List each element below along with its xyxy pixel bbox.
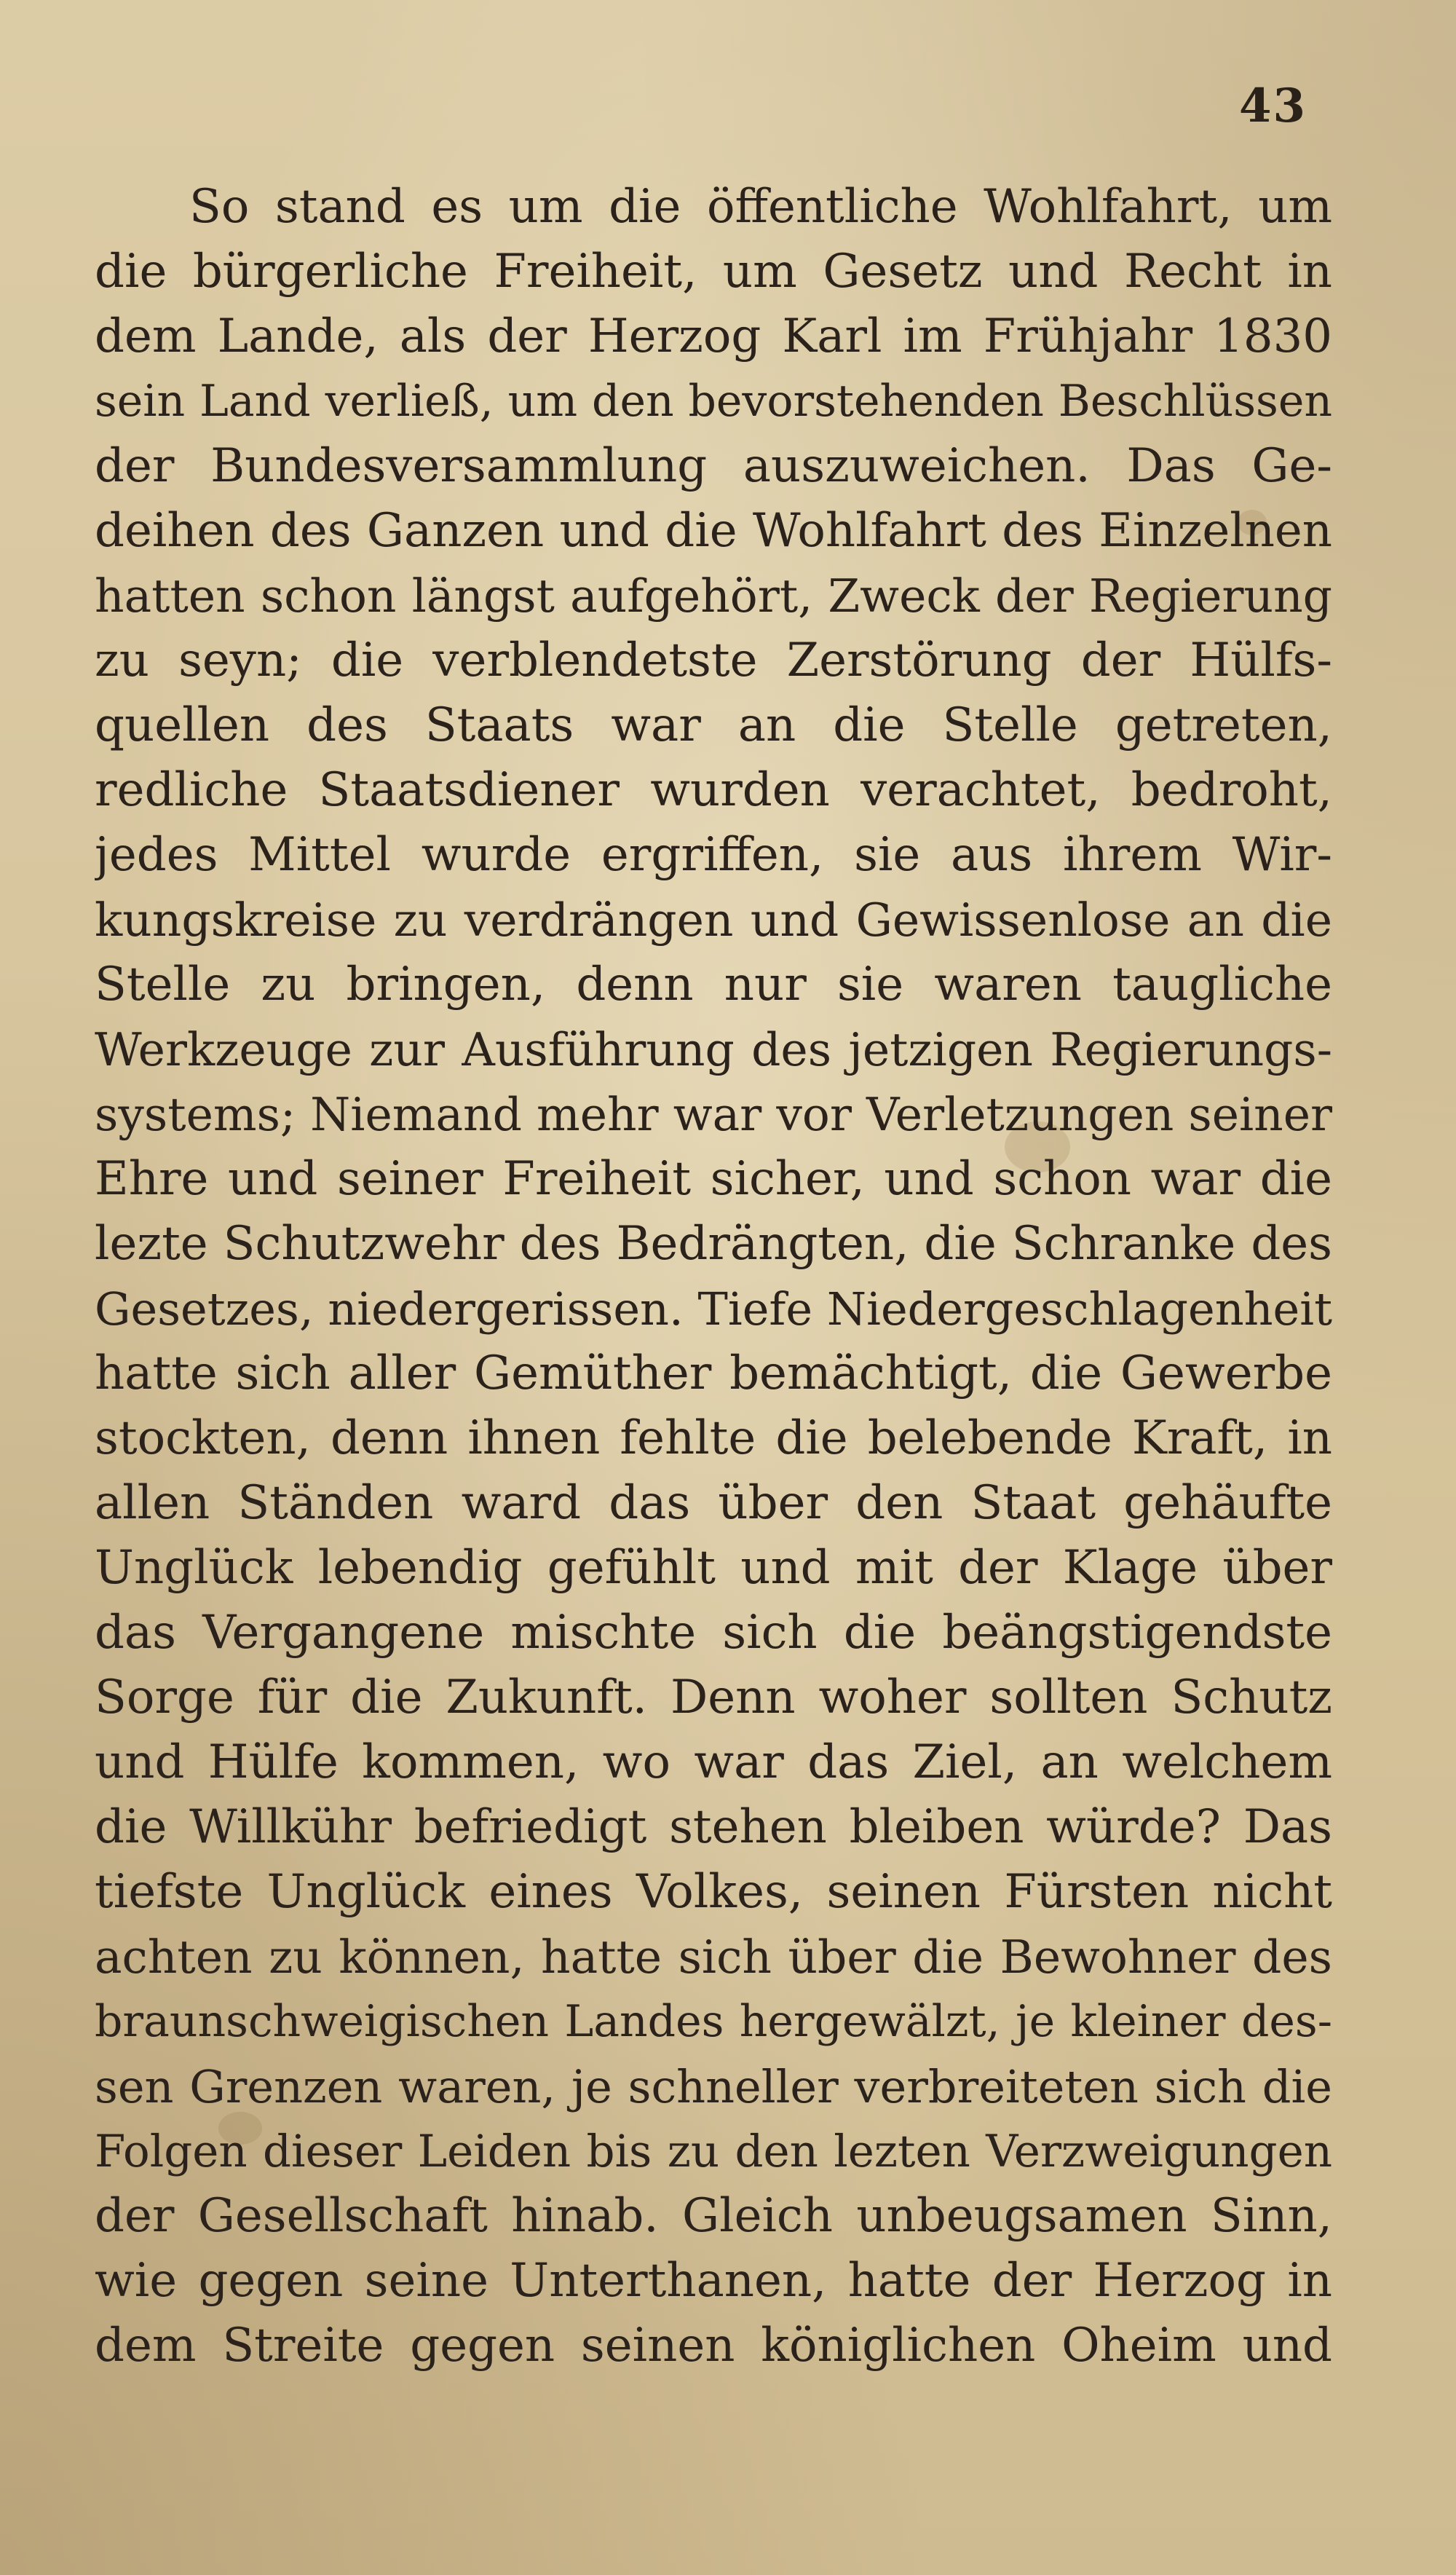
text-line: zu seyn; die verblendetste Zerstörung der Hülfs- [95,634,1332,687]
text-line: Sorge für die Zukunft. Denn woher sollten Schutz [95,1671,1332,1724]
text-line: Werkzeuge zur Ausführung des jetzigen Regierungs- [95,1023,1332,1076]
text-line: Ehre und seiner Freiheit sicher, und schon war die [95,1152,1332,1206]
text-line: achten zu können, hatte sich über die Bewohner des [95,1931,1332,1984]
text-line: Unglück lebendig gefühlt und mit der Klage über [95,1541,1332,1595]
text-line: die Willkühr befriedigt stehen bleiben würde? Das [95,1800,1332,1854]
text-line: braunschweigischen Landes hergewälzt, je kleiner des- [95,1996,1332,2047]
text-line: dem Streite gegen seinen königlichen Oheim und [95,2319,1332,2373]
text-line: quellen des Staats war an die Stelle getreten, [95,698,1332,752]
text-line: allen Ständen ward das über den Staat gehäufte [95,1476,1332,1530]
text-line: dem Lande, als der Herzog Karl im Frühjahr 1830 [95,309,1332,363]
text-line: stockten, denn ihnen fehlte die belebende Kraft, in [95,1411,1332,1465]
text-line: sein Land verließ, um den bevorstehenden Beschlüssen [95,376,1332,427]
text-line: jedes Mittel wurde ergriffen, sie aus ihrem Wir- [95,828,1332,882]
text-line: Gesetzes, niedergerissen. Tiefe Niedergeschlagenheit [95,1282,1332,1336]
text-line: Folgen dieser Leiden bis zu den lezten Verzweigungen [95,2126,1332,2177]
text-line: sen Grenzen waren, je schneller verbreiteten sich die [95,2060,1332,2113]
text-line: kungskreise zu verdrängen und Gewissenlose an die [95,894,1332,947]
text-line: hatte sich aller Gemüther bemächtigt, die Gewerbe [95,1346,1332,1400]
text-line: und Hülfe kommen, wo war das Ziel, an welchem [95,1735,1332,1789]
text-line: hatten schon längst aufgehört, Zweck der Regierung [95,569,1332,623]
text-line: systems; Niemand mehr war vor Verletzungen seiner [95,1088,1332,1141]
text-line: das Vergangene mischte sich die beängstigendste [95,1606,1332,1660]
text-line: der Gesellschaft hinab. Gleich unbeugsamen Sinn, [95,2189,1332,2243]
text-line: Stelle zu bringen, denn nur sie waren taugliche [95,958,1332,1012]
text-line: tiefste Unglück eines Volkes, seinen Fürsten nicht [95,1865,1332,1919]
text-line: die bürgerliche Freiheit, um Gesetz und Recht in [95,245,1332,299]
page-number: 43 [1238,79,1307,133]
body-text [95,175,1332,2378]
text-line: wie gegen seine Unterthanen, hatte der Herzog in [95,2254,1332,2308]
text-line: deihen des Ganzen und die Wohlfahrt des Einzelnen [95,504,1332,558]
text-line: redliche Staatsdiener wurden verachtet, bedroht, [95,763,1332,817]
text-line: der Bundesversammlung auszuweichen. Das Ge- [95,439,1332,493]
text-line: lezte Schutzwehr des Bedrängten, die Schranke des [95,1217,1332,1271]
text-line: So stand es um die öffentliche Wohlfahrt, um [189,180,1332,234]
